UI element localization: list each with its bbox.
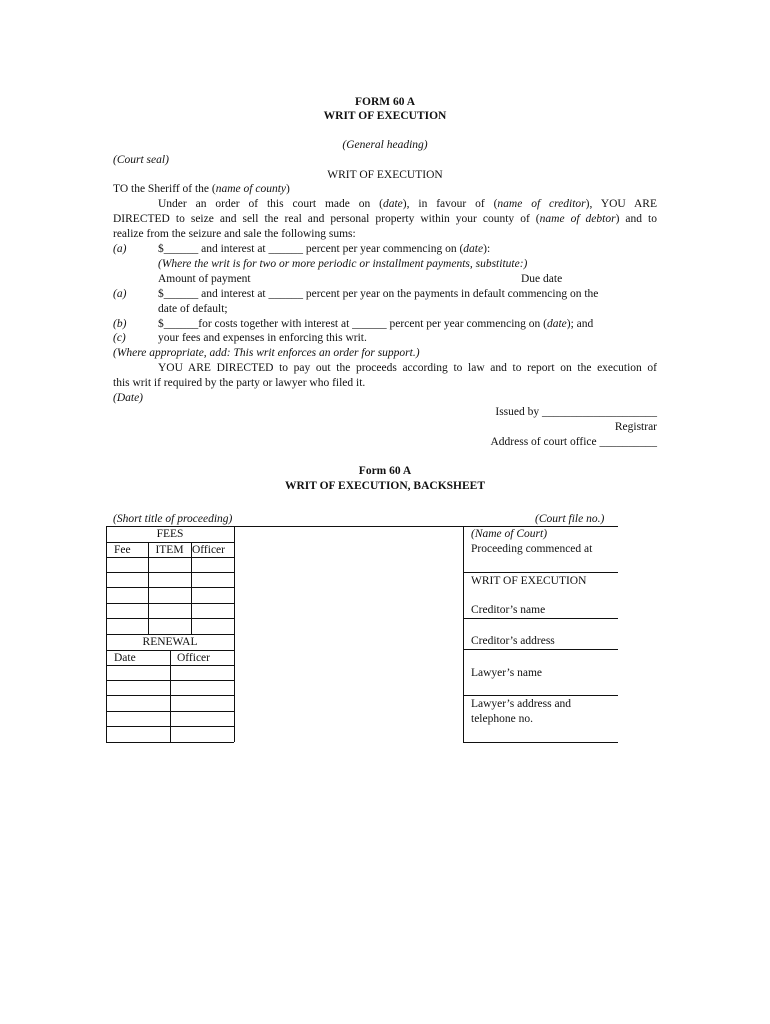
- fees-header: FEES: [156, 528, 184, 540]
- right-panel-writ-title: WRIT OF EXECUTION: [471, 575, 587, 587]
- support-note: (Where appropriate, add: This writ enforces an order for support.): [113, 347, 420, 359]
- backsheet-form-number: Form 60 A: [358, 465, 412, 477]
- renewal-row-rule: [106, 695, 234, 696]
- to-sheriff-line: TO the Sheriff of the (name of county): [113, 183, 290, 195]
- paragraph-1-line-1: Under an order of this court made on (date), in favour of (name of creditor), YOU ARE: [158, 198, 657, 210]
- court-file-number: (Court file no.): [535, 513, 605, 525]
- renewal-row-rule: [106, 665, 234, 666]
- right-panel-bottom-rule: [463, 742, 618, 743]
- backsheet-title: WRIT OF EXECUTION, BACKSHEET: [284, 480, 485, 492]
- short-title-of-proceeding: (Short title of proceeding): [113, 513, 233, 525]
- registrar-label: Registrar: [614, 421, 657, 433]
- fees-row-rule: [106, 603, 234, 604]
- right-panel-rule: [463, 695, 618, 696]
- periodic-note: (Where the writ is for two or more periodic or installment payments, substitute:): [158, 258, 528, 270]
- item-c-label: (c): [113, 332, 126, 344]
- renewal-row-rule: [106, 680, 234, 681]
- date-label: (Date): [113, 392, 144, 404]
- fees-row-rule: [106, 618, 234, 619]
- writ-title: WRIT OF EXECUTION: [327, 169, 443, 181]
- renewal-bottom-rule: [106, 742, 234, 743]
- table-right-border: [234, 526, 235, 742]
- paragraph-2-line-1: YOU ARE DIRECTED to pay out the proceeds according to law and to report on the execution of: [158, 362, 657, 374]
- fees-row-rule: [106, 572, 234, 573]
- issued-by-line: Issued by ____________________: [495, 406, 657, 418]
- proceeding-commenced-at: Proceeding commenced at: [471, 543, 593, 555]
- court-seal: (Court seal): [113, 154, 169, 166]
- item-a-label: (a): [113, 243, 127, 255]
- form-title: WRIT OF EXECUTION: [323, 110, 447, 122]
- fees-col-divider-1: [148, 542, 149, 634]
- creditors-address-label: Creditor’s address: [471, 635, 555, 647]
- fees-row-rule: [106, 557, 234, 558]
- item-a2-label: (a): [113, 288, 127, 300]
- renewal-col-divider: [170, 650, 171, 742]
- paragraph-1-line-2: DIRECTED to seize and sell the real and personal property within your county of (name of debtor) and to: [113, 213, 657, 225]
- renewal-col-date: Date: [114, 652, 136, 664]
- fees-col-fee: Fee: [114, 544, 131, 556]
- item-a2-text: $______ and interest at ______ percent per year on the payments in default commencing on the: [158, 288, 599, 300]
- item-c-text: your fees and expenses in enforcing this writ.: [158, 332, 367, 344]
- fees-row-rule: [106, 587, 234, 588]
- renewal-row-rule: [106, 726, 234, 727]
- right-panel-rule: [463, 649, 618, 650]
- item-a2-text-continued: date of default;: [158, 303, 228, 315]
- name-of-court: (Name of Court): [471, 528, 548, 540]
- renewal-col-officer: Officer: [177, 652, 210, 664]
- fees-col-divider-2: [191, 542, 192, 634]
- court-office-address-line: Address of court office __________: [490, 436, 657, 448]
- lawyers-address-label: Lawyer’s address and: [471, 698, 572, 710]
- general-heading: (General heading): [342, 139, 428, 151]
- item-b-label: (b): [113, 318, 127, 330]
- right-panel-rule: [463, 572, 618, 573]
- lawyers-name-label: Lawyer’s name: [471, 667, 542, 679]
- item-b-text: $______for costs together with interest at ______ percent per year commencing on (date); and: [158, 318, 594, 330]
- lawyers-telephone-label: telephone no.: [471, 713, 533, 725]
- creditors-name-label: Creditor’s name: [471, 604, 546, 616]
- amount-of-payment-label: Amount of payment: [158, 273, 251, 285]
- renewal-row-rule: [106, 711, 234, 712]
- right-panel-rule: [463, 618, 618, 619]
- paragraph-2-line-2: this writ if required by the party or lawyer who filed it.: [113, 377, 366, 389]
- right-panel-left-border: [463, 526, 464, 742]
- fees-col-officer: Officer: [192, 544, 225, 556]
- renewal-header: RENEWAL: [142, 636, 198, 648]
- due-date-label: Due date: [521, 273, 563, 285]
- paragraph-1-line-3: realize from the seizure and sale the following sums:: [113, 228, 356, 240]
- fees-col-item: ITEM: [155, 544, 184, 556]
- form-number: FORM 60 A: [354, 96, 416, 108]
- item-a-text: $______ and interest at ______ percent per year commencing on (date):: [158, 243, 491, 255]
